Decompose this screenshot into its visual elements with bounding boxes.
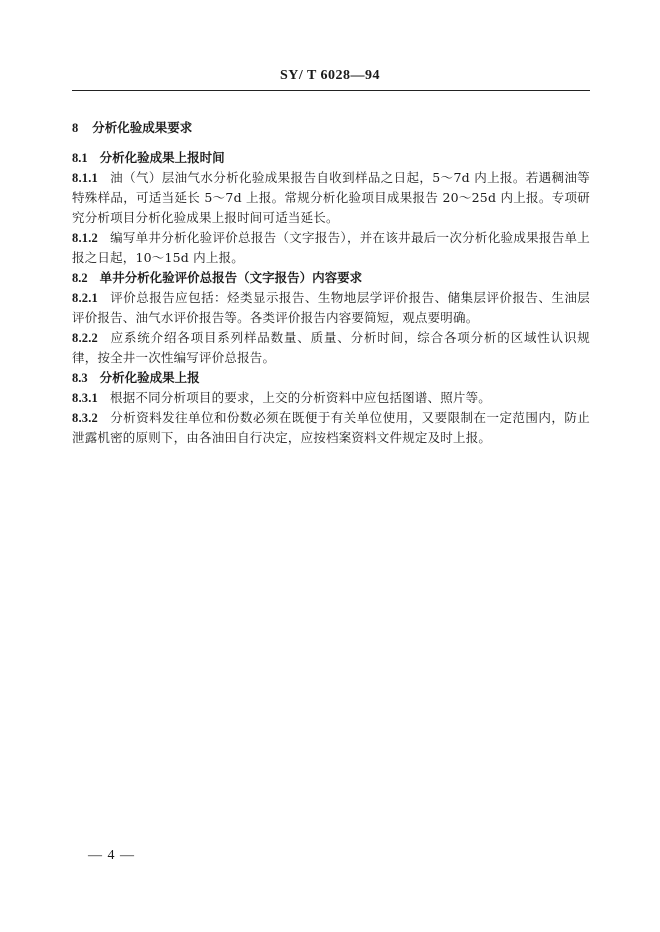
document-number-header: SY/ T 6028—94 [279,68,381,83]
header-rule [72,90,590,91]
clause-8-2-1 [72,288,590,328]
clause-number: 8.3.2 [72,411,98,425]
section-8-heading [72,118,590,138]
section-number: 8.3 [72,371,88,385]
clause-number: 8.2.1 [72,291,98,305]
clause-text: 根据不同分析项目的要求，上交的分析资料中应包括图谱、照片等。 [110,390,492,405]
section-title: 单井分析化验评价总报告（文字报告）内容要求 [99,270,363,285]
clause-text: 油（气）层油气水分析化验成果报告自收到样品之日起，5～7d 内上报。若遇稠油等特殊样品，可适当延长 5～7d 上报。常规分析化验项目成果报告 20～25d 内上报。专项研究分析项目分析化验成果上报时间可适当延长。 [72,170,590,225]
page-number: — 4 — [88,848,135,863]
clause-8-1-1 [72,168,590,228]
clause-text: 分析资料发往单位和份数必须在既便于有关单位使用，又要限制在一定范围内，防止泄露机密的原则下，由各油田自行决定，应按档案资料文件规定及时上报。 [72,410,590,445]
clause-8-2-2 [72,328,590,368]
clause-number: 8.3.1 [72,391,98,405]
clause-8-3-2 [72,408,590,448]
clause-text: 应系统介绍各项目系列样品数量、质量、分析时间，综合各项分析的区域性认识规律，按全井一次性编写评价总报告。 [72,330,590,365]
clause-text: 评价总报告应包括：烃类显示报告、生物地层学评价报告、储集层评价报告、生油层评价报告、油气水评价报告等。各类评价报告内容要简短，观点要明确。 [72,290,590,325]
section-number: 8.1 [72,151,88,165]
clause-number: 8.1.1 [72,171,98,185]
document-body [72,118,590,448]
section-number: 8 [72,121,79,135]
clause-number: 8.1.2 [72,231,98,245]
section-8-2-heading [72,268,590,288]
section-title: 分析化验成果上报 [99,370,200,385]
clause-number: 8.2.2 [72,331,98,345]
section-title: 分析化验成果上报时间 [99,150,225,165]
clause-8-1-2 [72,228,590,268]
clause-8-3-1 [72,388,590,408]
section-8-1-heading [72,148,590,168]
section-8-3-heading [72,368,590,388]
section-title: 分析化验成果要求 [92,120,193,135]
clause-text: 编写单井分析化验评价总报告（文字报告），并在该井最后一次分析化验成果报告单上报之日起，10～15d 内上报。 [72,230,590,265]
section-number: 8.2 [72,271,88,285]
